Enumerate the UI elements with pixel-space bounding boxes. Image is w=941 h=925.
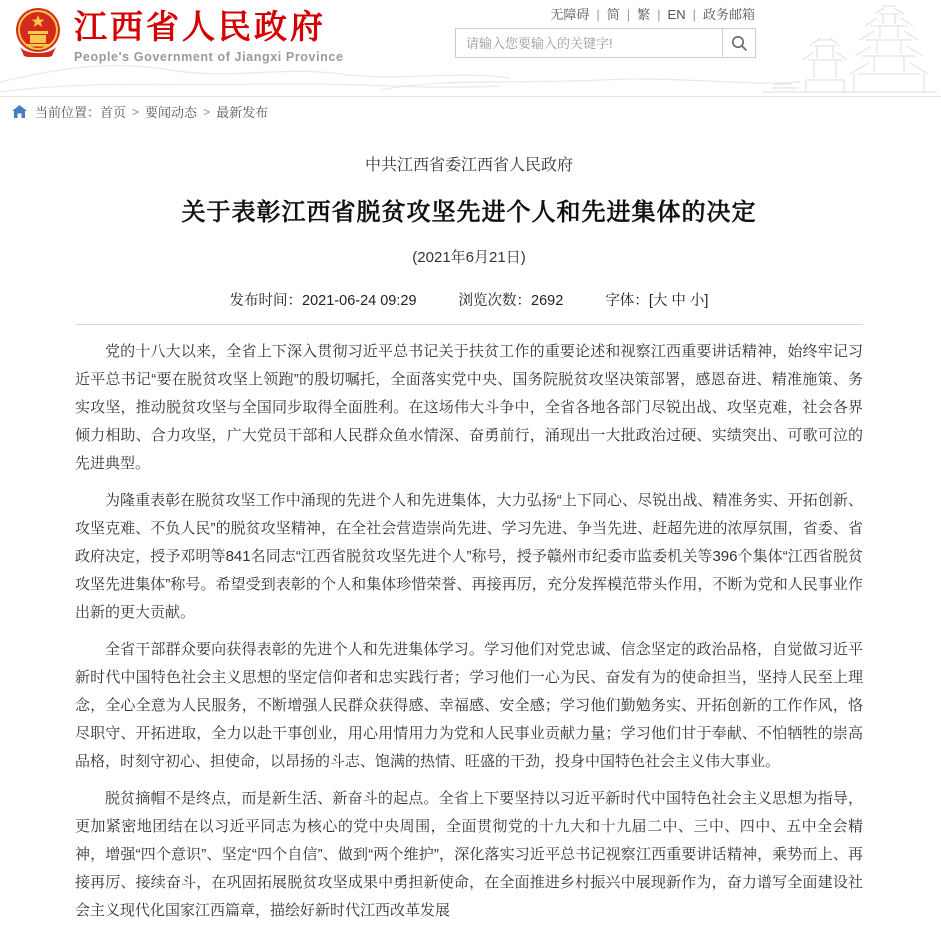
view-count: 浏览次数：2692 bbox=[458, 293, 564, 309]
font-size-control: 字体：[大 中 小] bbox=[605, 293, 709, 309]
site-header bbox=[0, 0, 941, 96]
document-title: 关于表彰江西省脱贫攻坚先进个人和先进集体的决定 bbox=[181, 199, 757, 226]
document-body bbox=[75, 338, 863, 925]
document-meta bbox=[75, 289, 863, 310]
link-simplified[interactable]: 简 bbox=[606, 7, 620, 22]
document-date: (2021年6月21日) bbox=[412, 249, 526, 266]
breadcrumb-separator: > bbox=[132, 104, 140, 119]
link-separator: | bbox=[692, 7, 696, 22]
breadcrumb-label: 当前位置： bbox=[35, 105, 101, 120]
paragraph-4: 脱贫摘帽不是终点，而是新生活、新奋斗的起点。全省上下要坚持以习近平新时代中国特色社会主义思想为指导，更加紧密地团结在以习近平同志为核心的党中央周围，全面贯彻党的十九大和十九届二中、三中、四中、五中全会精神，增强“四个意识”、坚定“四个自信”、做到“两个维护”，深化落实习近平总书记视察江西重要讲话精神，乘势而上、再接再厉、接续奋斗，在巩固拓展脱贫攻坚成果中勇担新使命，在全面推进乡村振兴中展现新作为，奋力谱写全面建设社会主义现代化国家江西篇章，描绘好新时代江西改革发展 bbox=[75, 790, 863, 919]
font-size-medium[interactable]: 中 bbox=[671, 293, 686, 309]
link-separator: | bbox=[596, 7, 600, 22]
paragraph-3: 全省干部群众要向获得表彰的先进个人和先进集体学习。学习他们对党忠诚、信念坚定的政治品格，自觉做习近平新时代中国特色社会主义思想的坚定信仰者和忠实践行者；学习他们一心为民、奋发有为的使命担当，坚持人民至上理念，全心全意为人民服务，不断增强人民群众获得感、幸福感、安全感；学习他们勤勉务实、开拓创新的工作作风，恪尽职守、开拓进取，全力以赴干事创业，用心用情用力为党和人民事业贡献力量；学习他们甘于奉献、不怕牺牲的崇高品格，时刻守初心、担使命，以昂扬的斗志、饱满的热情、旺盛的干劲，投身中国特色社会主义伟大事业。 bbox=[75, 641, 863, 770]
breadcrumb bbox=[0, 96, 941, 126]
document-issuer: 中共江西省委江西省人民政府 bbox=[364, 157, 573, 174]
site-search bbox=[455, 28, 756, 58]
paragraph-1: 党的十八大以来，全省上下深入贯彻习近平总书记关于扶贫工作的重要论述和视察江西重要讲话精神，始终牢记习近平总书记“要在脱贫攻坚上领跑”的殷切嘱托，全面落实党中央、国务院脱贫攻坚决策部署，感恩奋进、精准施策、务实攻坚，推动脱贫攻坚与全国同步取得全面胜利。在这场伟大斗争中，全省各地各部门尽锐出战、攻坚克难，社会各界倾力相助、合力攻坚，广大党员干部和人民群众鱼水情深、奋勇前行，涌现出一大批政治过硬、实绩突出、可歌可泣的先进典型。 bbox=[75, 343, 863, 472]
link-separator: | bbox=[657, 7, 661, 22]
article bbox=[75, 152, 863, 925]
utility-nav bbox=[550, 4, 755, 23]
home-icon bbox=[12, 105, 27, 118]
breadcrumb-separator: > bbox=[203, 104, 211, 119]
meta-divider bbox=[75, 324, 863, 325]
link-traditional[interactable]: 繁 bbox=[637, 7, 651, 22]
search-icon bbox=[731, 35, 748, 52]
pavilion-watermark-illustration bbox=[762, 0, 937, 94]
paragraph-2: 为隆重表彰在脱贫攻坚工作中涌现的先进个人和先进集体，大力弘扬“上下同心、尽锐出战、精准务实、开拓创新、攻坚克难、不负人民”的脱贫攻坚精神，在全社会营造崇尚先进、学习先进、争当先进、赶超先进的浓厚氛围，省委、省政府决定，授予邓明等841名同志“江西省脱贫攻坚先进个人”称号，授予赣州市纪委市监委机关等396个集体“江西省脱贫攻坚先进集体”称号。希望受到表彰的个人和集体珍惜荣誉、再接再厉，充分发挥模范带头作用，不断为党和人民事业作出新的更大贡献。 bbox=[75, 492, 863, 621]
breadcrumb-news[interactable]: 要闻动态 bbox=[145, 105, 198, 120]
link-accessibility[interactable]: 无障碍 bbox=[550, 7, 590, 22]
link-separator: | bbox=[626, 7, 631, 22]
breadcrumb-home[interactable]: 首页 bbox=[100, 105, 127, 120]
search-input[interactable] bbox=[455, 28, 722, 58]
font-size-large[interactable]: 大 bbox=[652, 293, 668, 309]
site-subtitle: People's Government of Jiangxi Province bbox=[74, 50, 344, 64]
link-english[interactable]: EN bbox=[667, 7, 686, 22]
link-gov-mail[interactable]: 政务邮箱 bbox=[702, 7, 755, 22]
search-button[interactable] bbox=[722, 28, 756, 58]
national-emblem-icon bbox=[14, 7, 62, 57]
breadcrumb-latest[interactable]: 最新发布 bbox=[216, 105, 269, 120]
site-title: 江西省人民政府 bbox=[74, 8, 326, 45]
site-title-block bbox=[74, 7, 344, 64]
font-size-small[interactable]: 小 bbox=[689, 293, 705, 309]
publish-time: 发布时间：2021-06-24 09:29 bbox=[229, 293, 417, 309]
site-logo[interactable] bbox=[14, 7, 344, 64]
